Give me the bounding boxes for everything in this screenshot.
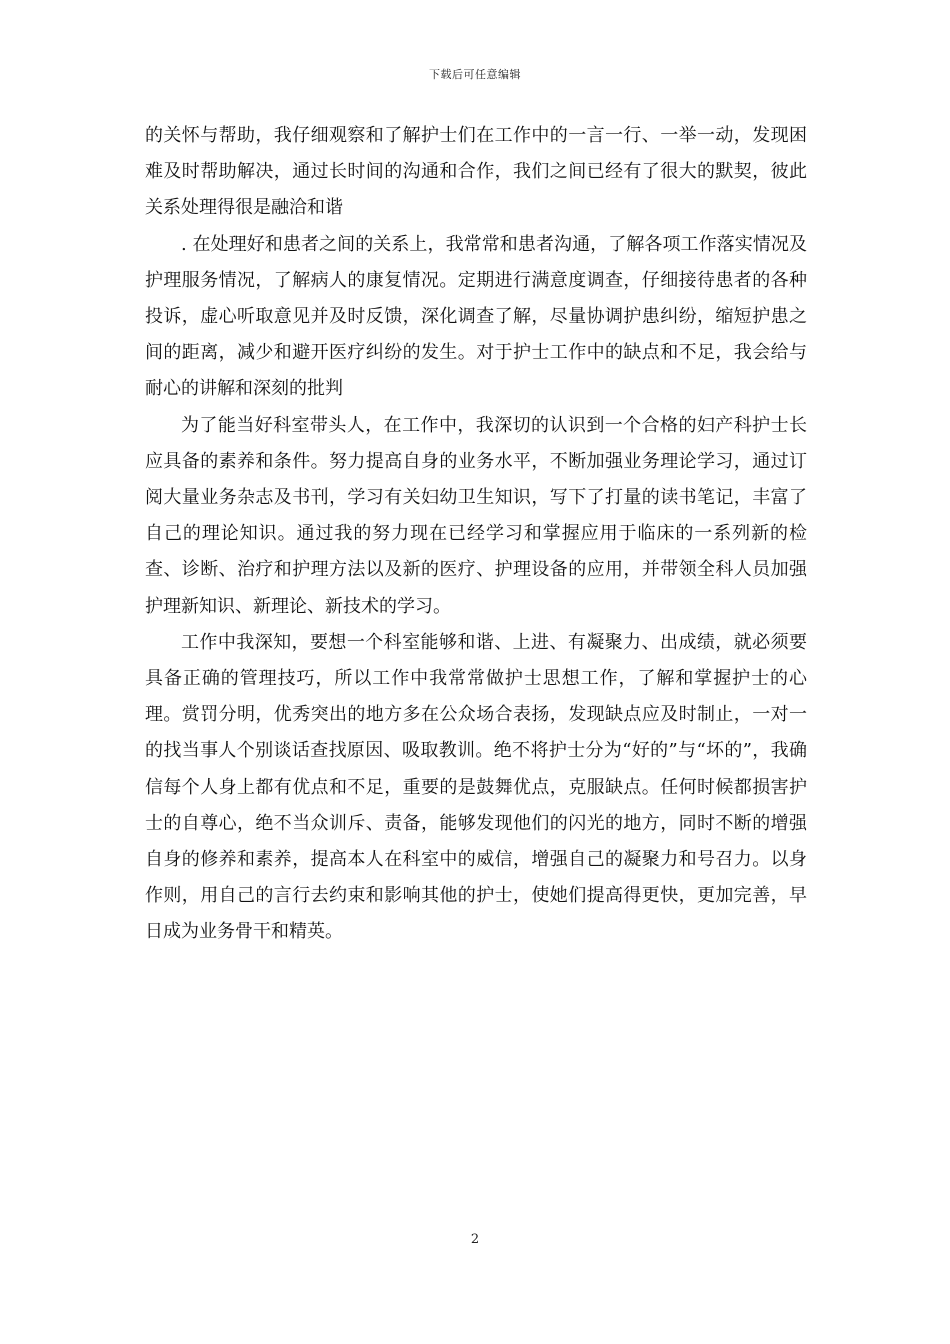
page-number: 2 xyxy=(470,1232,480,1247)
paragraph-professional-study: 为了能当好科室带头人，在工作中，我深切的认识到一个合格的妇产科护士长应具备的素养和条件。努力提高自身的业务水平，不断加强业务理论学习，通过订阅大量业务杂志及书刊，学习有关妇幼卫生知识，写下了打量的读书笔记，丰富了自己的理论知识。通过我的努力现在已经学习和掌握应用于临床的一系列新的检查、诊断、治疗和护理方法以及新的医疗、护理设备的应用，并带领全科人员加强护理新知识、新理论、新技术的学习。 xyxy=(145,414,807,617)
paragraph-continuation: 的关怀与帮助，我仔细观察和了解护士们在工作中的一言一行、一举一动，发现困难及时帮助解决，通过长时间的沟通和合作，我们之间已经有了很大的默契，彼此关系处理得很是融洽和谐 xyxy=(145,125,807,219)
document-body xyxy=(145,118,807,951)
paragraph-management-skills: 工作中我深知，要想一个科室能够和谐、上进、有凝聚力、出成绩，就必须要具备正确的管理技巧，所以工作中我常常做护士思想工作，了解和掌握护士的心理。赏罚分明，优秀突出的地方多在公众场合表扬，发现缺点应及时制止，一对一的找当事人个别谈话查找原因、吸取教训。绝不将护士分为“好的”与“坏的”，我确信每个人身上都有优点和不足，重要的是鼓舞优点，克服缺点。任何时候都损害护士的自尊心，绝不当众训斥、责备，能够发现他们的闪光的地方，同时不断的增强自身的修养和素养，提高本人在科室中的威信，增强自己的凝聚力和号召力。以身作则，用自己的言行去约束和影响其他的护士，使她们提高得更快，更加完善，早日成为业务骨干和精英。 xyxy=(145,631,807,943)
paragraph-patient-relations: . 在处理好和患者之间的关系上，我常常和患者沟通，了解各项工作落实情况及护理服务情况，了解病人的康复情况。定期进行满意度调查，仔细接待患者的各种投诉，虚心听取意见并及时反馈，深化调查了解，尽量协调护患纠纷，缩短护患之间的距离，减少和避开医疗纠纷的发生。对于护士工作中的缺点和不足，我会给与耐心的讲解和深刻的批判 xyxy=(145,233,807,400)
page-header: 下载后可任意编辑 xyxy=(429,68,521,81)
